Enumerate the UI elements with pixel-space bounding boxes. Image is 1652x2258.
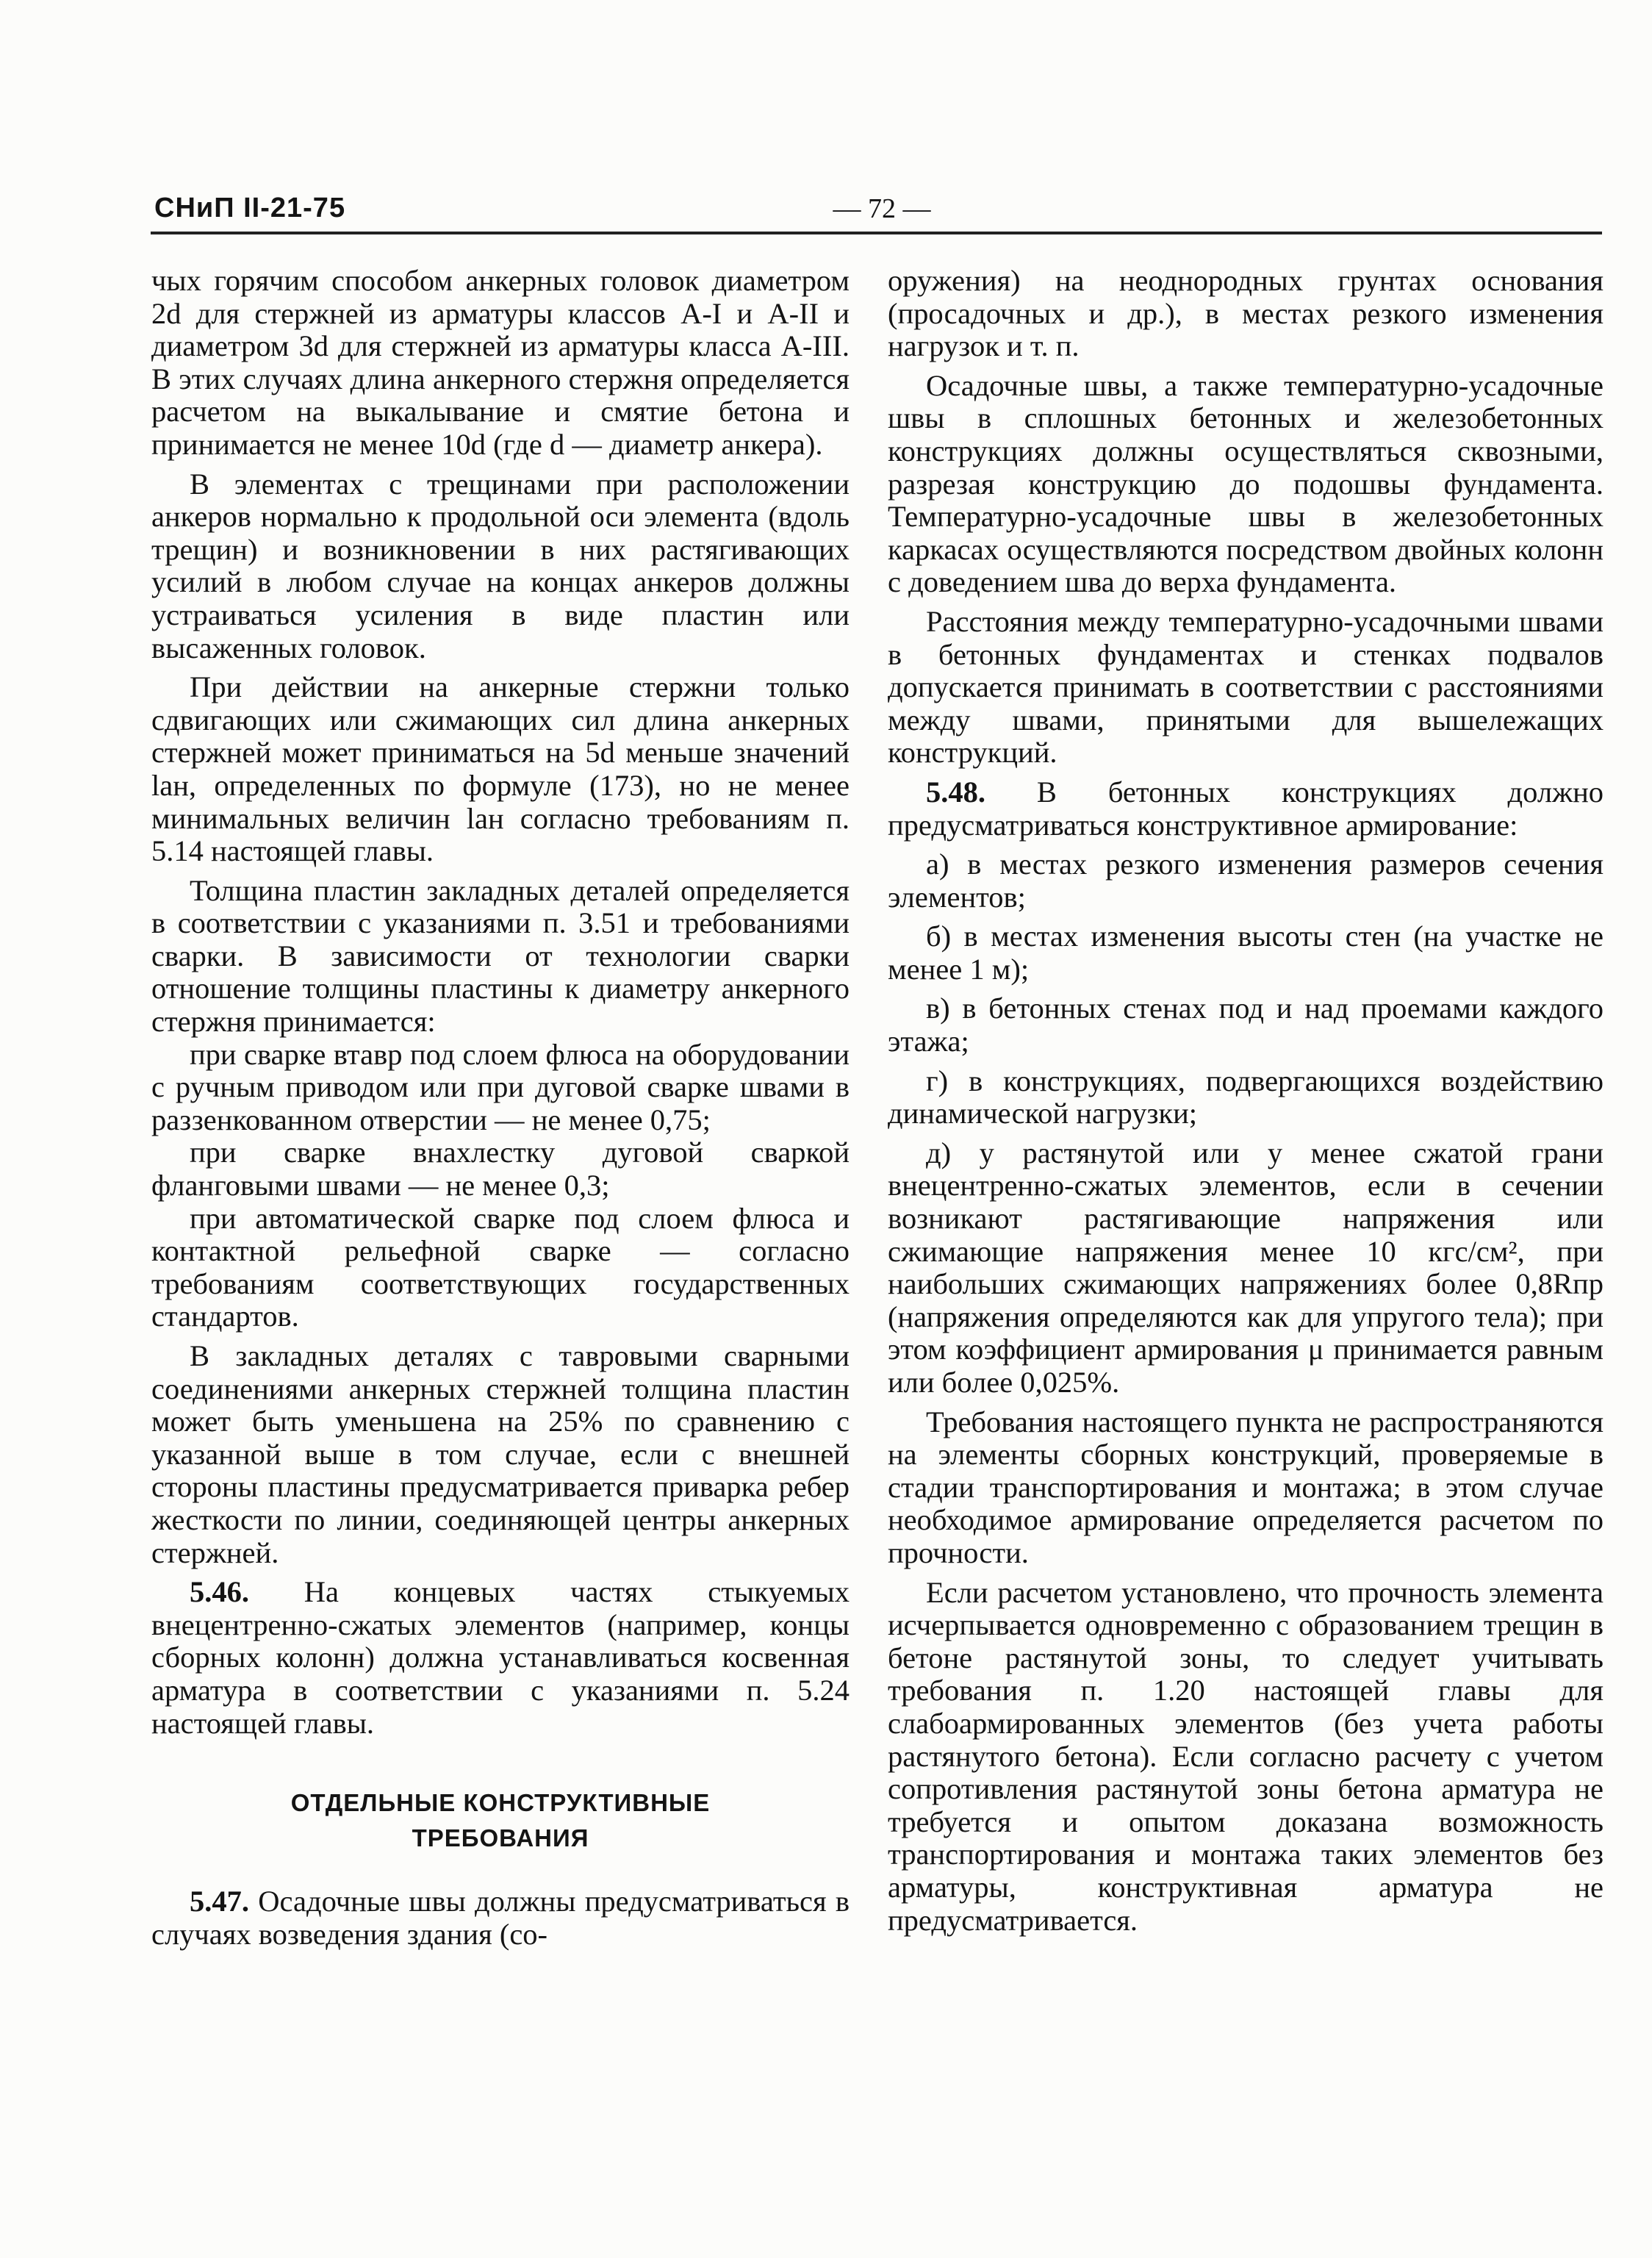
clause-text: В бетонных конструкциях должно предусматриваться конструктивное армирование: [888, 775, 1603, 842]
paragraph: При действии на анкерные стержни только сдвигающих или сжимающих сил длина анкерных стержней может приниматься на 5d меньше значений lан, определенных по формуле (173), но не менее минимальных величин lан согласно требованиям п. 5.14 настоящей главы. [151, 670, 850, 868]
section-title-line: ОТДЕЛЬНЫЕ КОНСТРУКТИВНЫЕ [290, 1789, 711, 1817]
paragraph: при сварке внахлестку дуговой сваркой фланговыми швами — не менее 0,3; [151, 1136, 850, 1203]
clause-paragraph [888, 776, 1603, 842]
paragraph: Толщина пластин закладных деталей определяется в соответствии с указаниями п. 3.51 и требованиями сварки. В зависимости от технологии сварки отношение толщины пластины к диаметру анкерного стержня принимается: [151, 873, 850, 1039]
paragraph: В закладных деталях с тавровыми сварными соединениями анкерных стержней толщина пластин может быть уменьшена на 25% по сравнению с указанной выше в том случае, если с внешней стороны пластины предусматривается приварка ребер жесткости по линии, соединяющей центры анкерных стержней. [151, 1339, 850, 1569]
paragraph: В элементах с трещинами при расположении анкеров нормально к продольной оси элемента (вдоль трещин) и возникновении в них растягивающих усилий в любом случае на концах анкеров должны устраиваться усиления в виде пластин или высаженных головок. [151, 467, 850, 664]
clause-number: 5.47. [190, 1885, 249, 1918]
clause-text: Осадочные швы должны предусматриваться в случаях возведения здания (со- [151, 1885, 850, 1951]
paragraph: при автоматической сварке под слоем флюса и контактной рельефной сварке — согласно требованиям соответствующих государственных стандартов. [151, 1201, 850, 1333]
document-code: СНиП II-21-75 [154, 193, 346, 223]
page-header [154, 193, 1602, 237]
clause-number: 5.48. [926, 775, 985, 809]
paragraph: чых горячим способом анкерных головок диаметром 2d для стержней из арматуры классов А-I и А-II и диаметром 3d для стержней из арматуры класса А-III. В этих случаях длина анкерного стержня определяется расчетом на выкалывание и смятие бетона и принимается не менее 10d (где d — диаметр анкера). [151, 264, 850, 461]
clause-text: На концевых частях стыкуемых внецентренно-сжатых элементов (например, концы сборных колонн) должна устанавливаться косвенная арматура в соответствии с указаниями п. 5.24 настоящей главы. [151, 1575, 850, 1740]
header-rule [151, 232, 1602, 234]
paragraph: оружения) на неоднородных грунтах основания (просадочных и др.), в местах резкого изменения нагрузок и т. п. [888, 264, 1603, 363]
clause-number: 5.46. [190, 1575, 249, 1609]
paragraph: Расстояния между температурно-усадочными швами в бетонных фундаментах и стенках подвалов допускается принимать в соответствии с расстояниями между швами, принятыми для вышележащих конструкций. [888, 604, 1603, 770]
clause-paragraph [151, 1576, 850, 1740]
clause-paragraph [151, 1885, 850, 1951]
paragraph: Если расчетом установлено, что прочность элемента исчерпывается одновременно с образованием трещин в бетоне растянутой зоны, то следует учитывать требования п. 1.20 настоящей главы для слабоармированных элементов (без учета работы растянутого бетона). Если согласно расчету с учетом сопротивления растянутой зоны бетона арматура не требуется и опытом доказана возможность транспортирования и монтажа таких элементов без арматуры, конструктивная арматура не предусматривается. [888, 1575, 1603, 1937]
page-number: — 72 — [833, 193, 931, 224]
right-column [888, 265, 1603, 1937]
section-title-line: ТРЕБОВАНИЯ [412, 1824, 589, 1852]
left-column [151, 265, 850, 1951]
section-title [151, 1785, 850, 1856]
paragraph: Требования настоящего пункта не распространяются на элементы сборных конструкций, проверяемые в стадии транспортирования и монтажа; в этом случае необходимое армирование определяется расчетом по прочности. [888, 1405, 1603, 1569]
list-item: г) в конструкциях, подвергающихся воздействию динамической нагрузки; [888, 1064, 1603, 1130]
paragraph: Осадочные швы, а также температурно-усадочные швы в сплошных бетонных и железобетонных конструкциях должны осуществляться сквозными, разрезая конструкцию до подошвы фундамента. Температурно-усадочные швы в железобетонных каркасах осуществляются посредством двойных колонн с доведением шва до верха фундамента. [888, 368, 1603, 599]
list-item: б) в местах изменения высоты стен (на участке не менее 1 м); [888, 920, 1603, 986]
paragraph: при сварке втавр под слоем флюса на оборудовании с ручным приводом или при дуговой сварке швами в раззенкованном отверстии — не менее 0,75; [151, 1037, 850, 1136]
list-item: а) в местах резкого изменения размеров сечения элементов; [888, 847, 1603, 914]
list-item: д) у растянутой или у менее сжатой грани внецентренно-сжатых элементов, если в сечении возникают растягивающие напряжения или сжимающие напряжения менее 10 кгс/см², при наибольших сжимающих напряжениях более 0,8Rпр (напряжения определяются как для упругого тела); при этом коэффициент армирования μ принимается равным или более 0,025%. [888, 1136, 1603, 1399]
list-item: в) в бетонных стенах под и над проемами каждого этажа; [888, 992, 1603, 1058]
